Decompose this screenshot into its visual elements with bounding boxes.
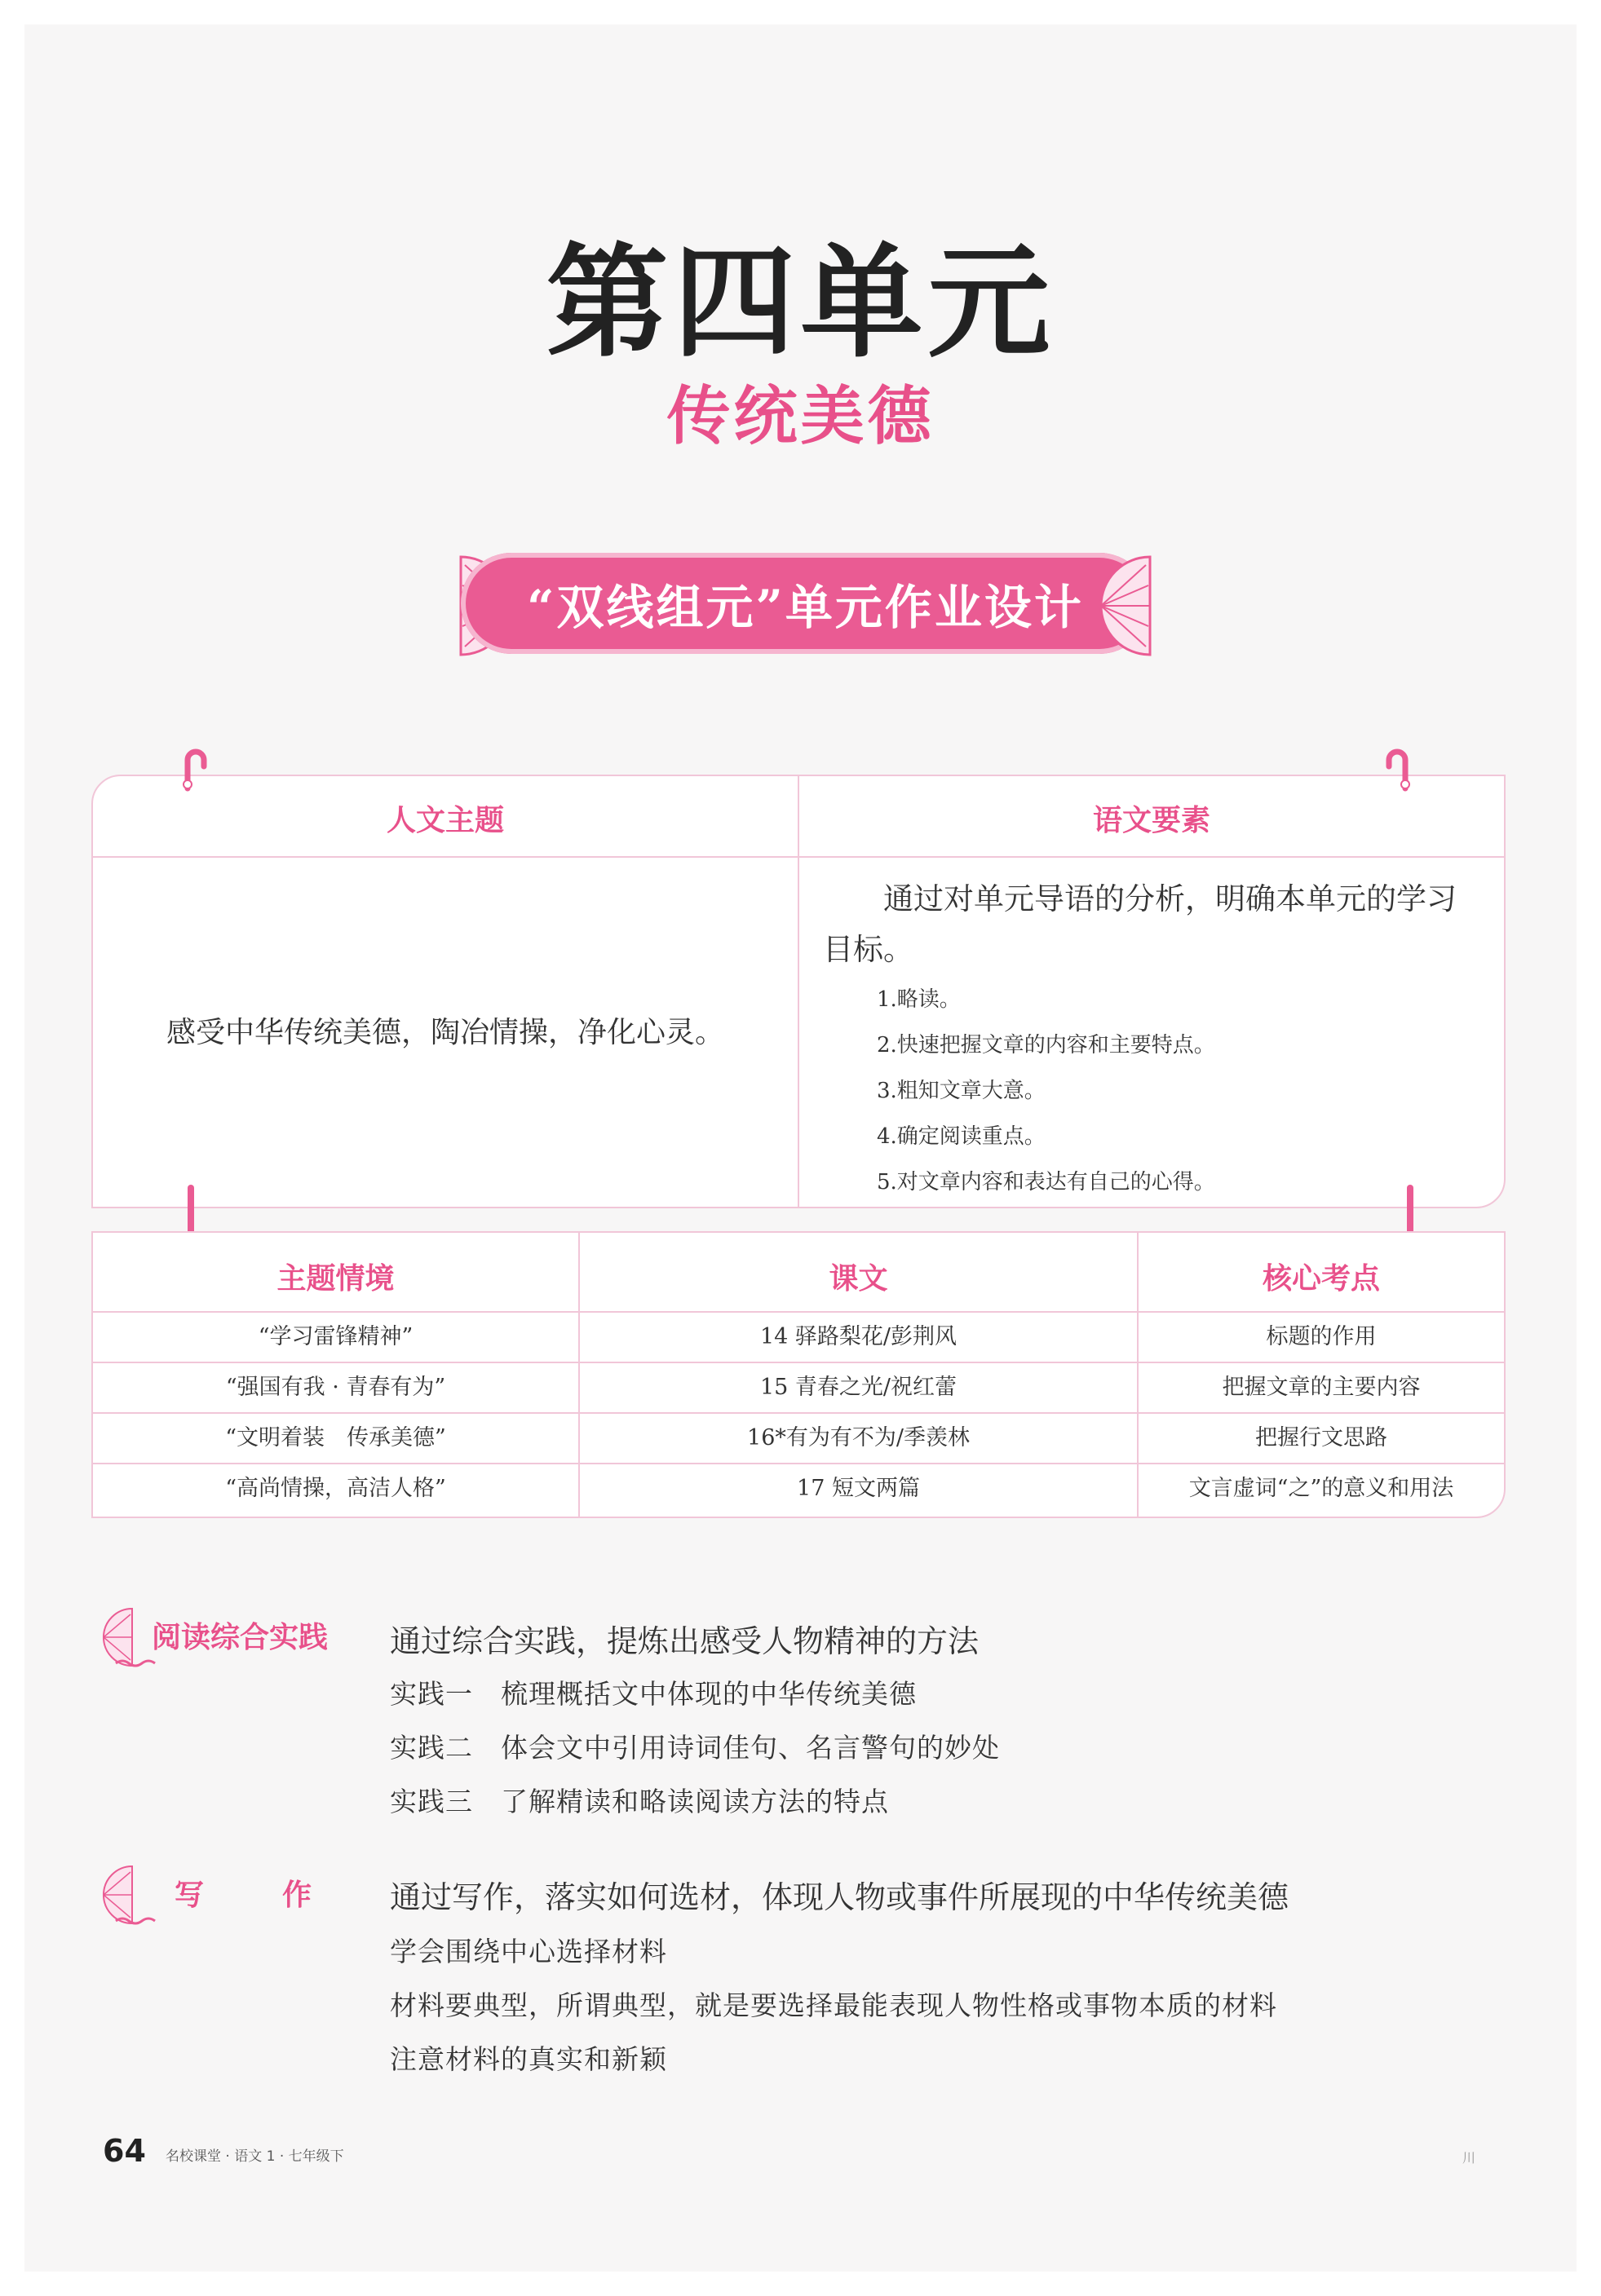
banner-title: “双线组元”单元作业设计 (527, 580, 1084, 635)
reading-practice-label: 阅读综合实践 (152, 1621, 329, 1654)
table-cell: 标题的作用 (1266, 1324, 1377, 1349)
table-cell: “高尚情操，高洁人格” (225, 1476, 446, 1501)
reading-practice-item: 实践二 体会文中引用诗词佳句、名言警句的妙处 (390, 1732, 1000, 1764)
table-cell: 14 驿路梨花/彭荆风 (759, 1324, 958, 1349)
lesson-table (91, 1231, 1506, 1518)
fan-section-icon (100, 1862, 165, 1927)
header-language-element: 语文要素 (1092, 804, 1210, 837)
region-mark: 川 (1462, 2150, 1476, 2166)
list-item: 5.对文章内容和表达有自己的心得。 (877, 1170, 1215, 1194)
humanistic-theme-text: 感受中华传统美德，陶冶情操，净化心灵。 (166, 1016, 724, 1049)
hook-icon (179, 744, 212, 793)
writing-item: 注意材料的真实和新颖 (390, 2043, 667, 2075)
table-cell: 16*有为有不为/季羡林 (747, 1425, 970, 1450)
book-title: 名校课堂 · 语文 1 · 七年级下 (166, 2148, 344, 2165)
overview-table (91, 775, 1506, 1208)
writing-item: 材料要典型，所谓典型，就是要选择最能表现人物性格或事物本质的材料 (390, 1989, 1277, 2021)
unit-subtitle: 传统美德 (666, 380, 935, 453)
table-divider (93, 856, 1504, 858)
table-cell: “学习雷锋精神” (258, 1324, 414, 1349)
header-text: 课文 (829, 1262, 888, 1296)
hook-icon (1381, 744, 1413, 793)
learning-goal-list (877, 977, 1215, 1205)
table-cell: 15 青春之光/祝红蕾 (759, 1375, 958, 1400)
table-cell: “文明着装 传承美德” (225, 1425, 446, 1450)
writing-item: 学会围绕中心选择材料 (390, 1936, 667, 1967)
table-cell: “强国有我 · 青春有为” (225, 1375, 446, 1400)
list-item: 4.确定阅读重点。 (877, 1124, 1046, 1149)
table-divider (798, 776, 799, 1207)
header-humanistic-theme: 人文主题 (386, 804, 504, 837)
writing-main: 通过写作，落实如何选材，体现人物或事件所展现的中华传统美德 (390, 1879, 1289, 1915)
writing-label: 写 作 (175, 1879, 319, 1912)
list-item: 2.快速把握文章的内容和主要特点。 (877, 1033, 1215, 1057)
table-cell: 把握行文思路 (1255, 1425, 1387, 1450)
reading-practice-item: 实践一 梳理概括文中体现的中华传统美德 (390, 1678, 917, 1710)
header-theme-situation: 主题情境 (276, 1262, 395, 1296)
table-cell: 17 短文两篇 (797, 1476, 920, 1501)
table-cell: 文言虚词“之”的意义和用法 (1188, 1476, 1454, 1501)
unit-title: 第四单元 (546, 231, 1055, 374)
header-key-point: 核心考点 (1262, 1262, 1380, 1296)
list-item: 1.略读。 (877, 987, 961, 1012)
design-banner (424, 545, 1187, 667)
table-cell: 把握文章的主要内容 (1222, 1375, 1421, 1400)
list-item: 3.粗知文章大意。 (877, 1079, 1046, 1103)
language-element-intro: 通过对单元导语的分析，明确本单元的学习目标。 (823, 881, 1457, 967)
page-number: 64 (103, 2133, 146, 2169)
reading-practice-main: 通过综合实践，提炼出感受人物精神的方法 (390, 1623, 980, 1659)
reading-practice-item: 实践三 了解精读和略读阅读方法的特点 (390, 1786, 889, 1817)
